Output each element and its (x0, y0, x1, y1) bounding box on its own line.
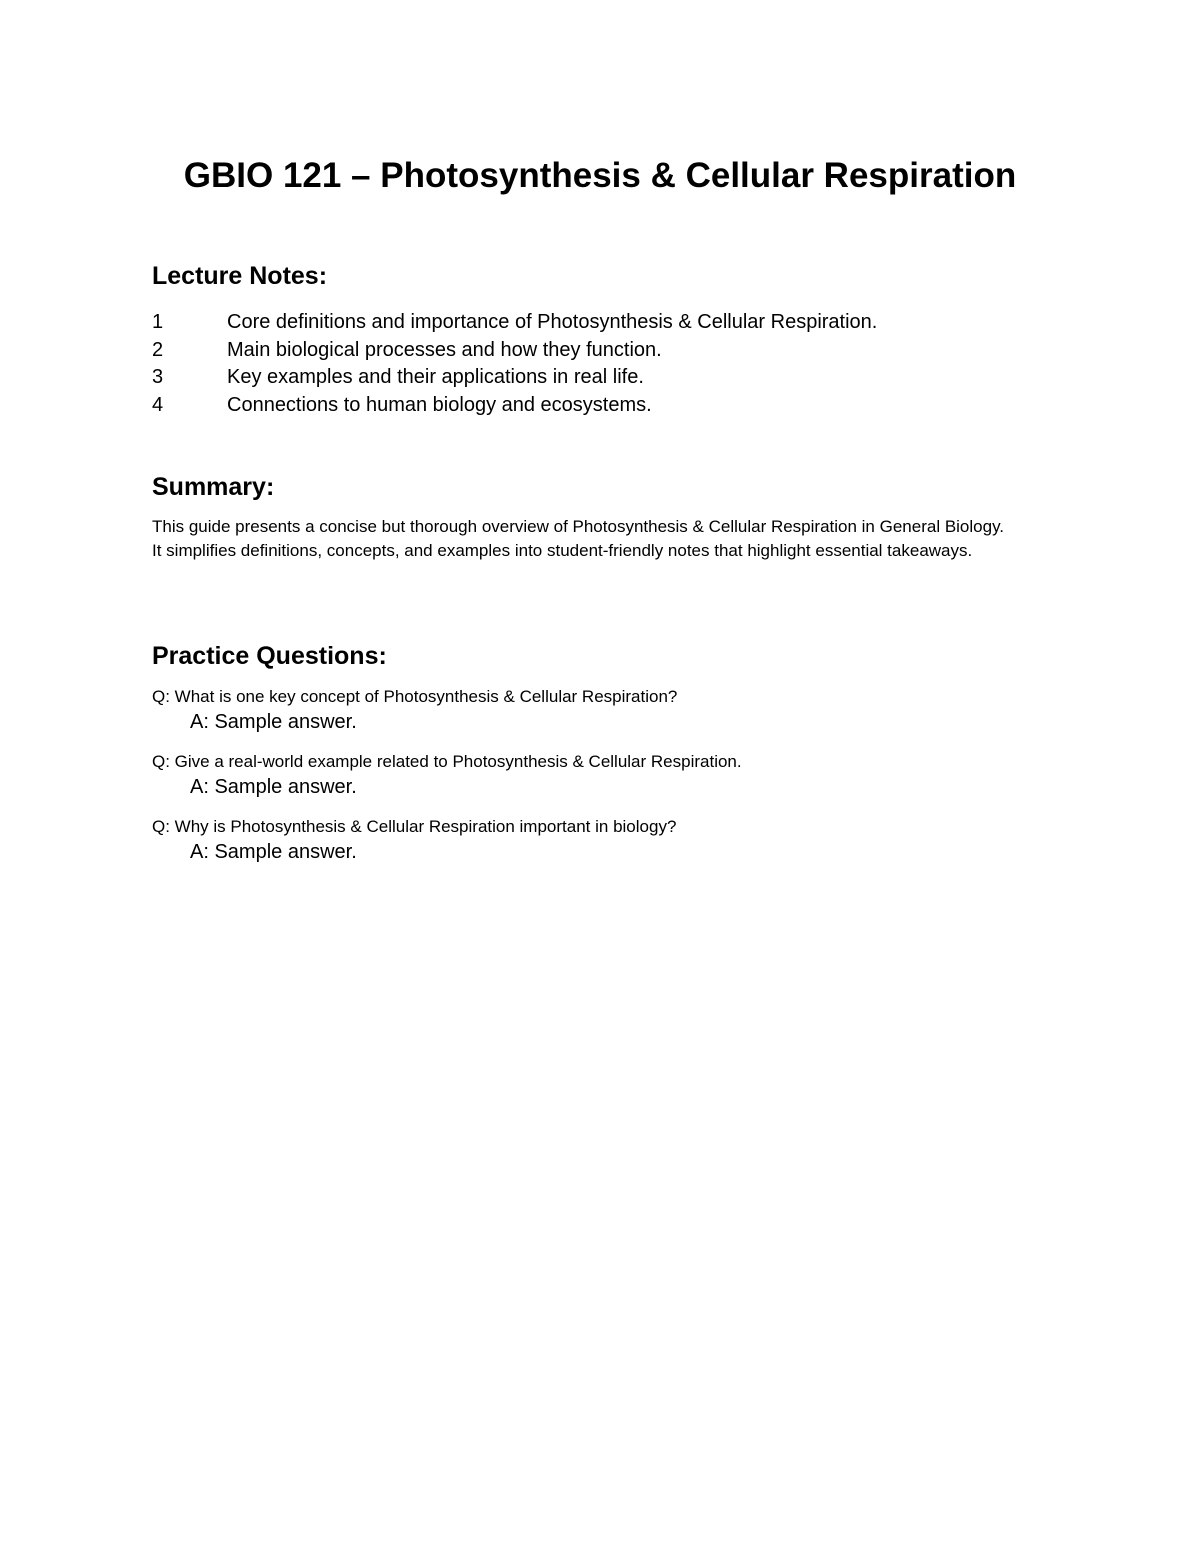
list-item-text: Connections to human biology and ecosystems. (227, 393, 652, 416)
question-block (152, 685, 1052, 750)
list-item-number: 1 (152, 311, 164, 333)
practice-questions-list (152, 685, 1052, 880)
question-text: Q: What is one key concept of Photosynthesis & Cellular Respiration? (152, 687, 678, 706)
question-block (152, 750, 1052, 815)
practice-questions-heading: Practice Questions: (152, 642, 387, 670)
summary-heading: Summary: (152, 473, 275, 501)
list-item-number: 3 (152, 366, 164, 388)
document-title: GBIO 121 – Photosynthesis & Cellular Respiration (183, 156, 1017, 195)
answer-text: A: Sample answer. (190, 711, 357, 733)
answer-text: A: Sample answer. (190, 841, 357, 863)
lecture-notes-heading: Lecture Notes: (152, 262, 328, 290)
summary-paragraph: This guide presents a concise but thorough overview of Photosynthesis & Cellular Respiration in General Biology. It simplifies definitions, concepts, and examples into student-friendly notes that highlight essential takeaways. (152, 517, 1005, 560)
list-item (152, 309, 1052, 337)
list-item (152, 364, 1052, 392)
list-item-number: 4 (152, 393, 164, 416)
list-item-text: Main biological processes and how they function. (227, 338, 662, 361)
list-item (152, 337, 1052, 365)
list-item-number: 2 (152, 338, 164, 361)
question-text: Q: Give a real-world example related to Photosynthesis & Cellular Respiration. (152, 752, 742, 771)
list-item-text: Core definitions and importance of Photosynthesis & Cellular Respiration. (227, 311, 878, 333)
list-item (152, 392, 1052, 420)
question-text: Q: Why is Photosynthesis & Cellular Respiration important in biology? (152, 817, 677, 836)
question-block (152, 815, 1052, 880)
list-item-text: Key examples and their applications in real life. (227, 366, 644, 388)
answer-text: A: Sample answer. (190, 776, 357, 798)
lecture-notes-list (152, 309, 1052, 419)
